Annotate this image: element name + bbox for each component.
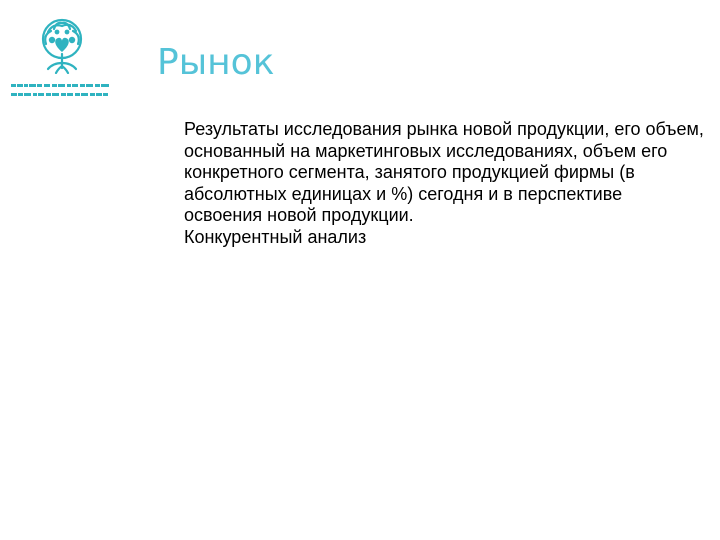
organization-logo — [10, 14, 114, 104]
tree-heart-logo-icon — [32, 14, 92, 74]
body-paragraph: Конкурентный анализ — [184, 226, 367, 247]
slide-title: Рынок — [157, 42, 275, 83]
body-paragraph: Результаты исследования рынка новой продукции, его объем, основанный на маркетинговых исследованиях, объем его конкретного сегмента, занятого продукцией фирмы (в абсолютных единицах и %) сегодня и в перспективе освоения новой продукции. — [184, 119, 704, 225]
slide-body — [184, 119, 704, 248]
logo-caption — [10, 80, 114, 106]
logo-caption-lettering — [10, 80, 114, 102]
